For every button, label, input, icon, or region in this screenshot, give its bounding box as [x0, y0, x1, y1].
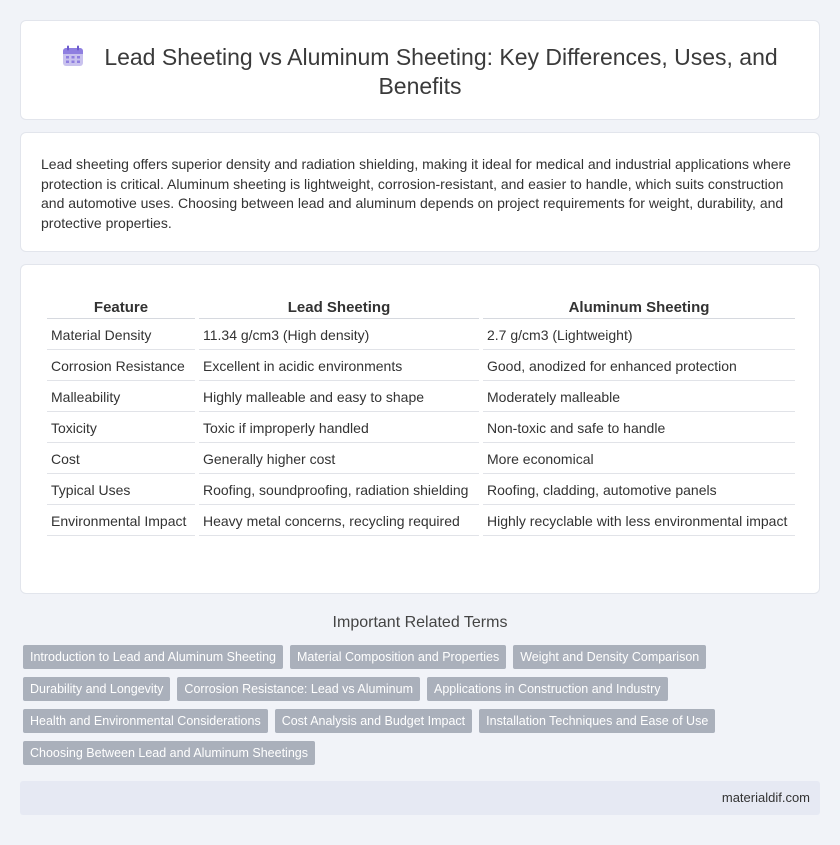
table-row [47, 507, 795, 536]
table-cell: Moderately malleable [483, 383, 795, 412]
table-cell: Roofing, soundproofing, radiation shielding [199, 476, 479, 505]
related-term-tag[interactable]: Corrosion Resistance: Lead vs Aluminum [177, 677, 420, 701]
intro-text: Lead sheeting offers superior density and radiation shielding, making it ideal for medical and industrial applications where protection is critical. Aluminum sheeting is lightweight, corrosion-resistant, and easier to handle, which suits construction and automotive uses. Choosing between lead and aluminum depends on project requirements for weight, durability, and protective properties. [41, 156, 791, 231]
column-header: Lead Sheeting [199, 295, 479, 319]
related-term-tag[interactable]: Introduction to Lead and Aluminum Sheeting [23, 645, 283, 669]
related-term-tag[interactable]: Choosing Between Lead and Aluminum Sheetings [23, 741, 315, 765]
table-cell: Malleability [47, 383, 195, 412]
table-row [47, 476, 795, 505]
table-cell: Roofing, cladding, automotive panels [483, 476, 795, 505]
table-header-row [47, 295, 795, 319]
table-row [47, 383, 795, 412]
table-cell: Highly malleable and easy to shape [199, 383, 479, 412]
table-cell: Excellent in acidic environments [199, 352, 479, 381]
related-term-tag[interactable]: Weight and Density Comparison [513, 645, 706, 669]
page-title: Lead Sheeting vs Aluminum Sheeting: Key Differences, Uses, and Benefits [104, 44, 778, 99]
footer [20, 781, 820, 815]
table-row [47, 445, 795, 474]
calendar-icon [62, 45, 84, 67]
table-row [47, 414, 795, 443]
table-cell: Toxic if improperly handled [199, 414, 479, 443]
comparison-table-card [20, 264, 820, 594]
table-cell: Corrosion Resistance [47, 352, 195, 381]
header-card [20, 20, 820, 120]
table-row [47, 352, 795, 381]
related-term-tag[interactable]: Durability and Longevity [23, 677, 170, 701]
table-cell: Highly recyclable with less environmental impact [483, 507, 795, 536]
intro-card [20, 132, 820, 252]
related-term-tag[interactable]: Installation Techniques and Ease of Use [479, 709, 715, 733]
table-cell: Heavy metal concerns, recycling required [199, 507, 479, 536]
related-term-tag[interactable]: Cost Analysis and Budget Impact [275, 709, 472, 733]
table-row [47, 321, 795, 350]
table-cell: Good, anodized for enhanced protection [483, 352, 795, 381]
table-cell: 2.7 g/cm3 (Lightweight) [483, 321, 795, 350]
table-cell: Typical Uses [47, 476, 195, 505]
related-term-tag[interactable]: Health and Environmental Considerations [23, 709, 268, 733]
related-terms-title: Important Related Terms [332, 614, 508, 631]
table-cell: Toxicity [47, 414, 195, 443]
column-header: Aluminum Sheeting [483, 295, 795, 319]
table-cell: 11.34 g/cm3 (High density) [199, 321, 479, 350]
table-cell: Environmental Impact [47, 507, 195, 536]
table-cell: Generally higher cost [199, 445, 479, 474]
table-cell: Material Density [47, 321, 195, 350]
page-title-wrap [21, 43, 819, 101]
related-term-tag[interactable]: Material Composition and Properties [290, 645, 506, 669]
comparison-table [43, 293, 799, 538]
footer-site-link[interactable]: materialdif.com [721, 790, 810, 805]
table-cell: More economical [483, 445, 795, 474]
related-terms-list [23, 645, 803, 765]
related-term-tag[interactable]: Applications in Construction and Industry [427, 677, 668, 701]
table-cell: Cost [47, 445, 195, 474]
column-header: Feature [47, 295, 195, 319]
table-cell: Non-toxic and safe to handle [483, 414, 795, 443]
